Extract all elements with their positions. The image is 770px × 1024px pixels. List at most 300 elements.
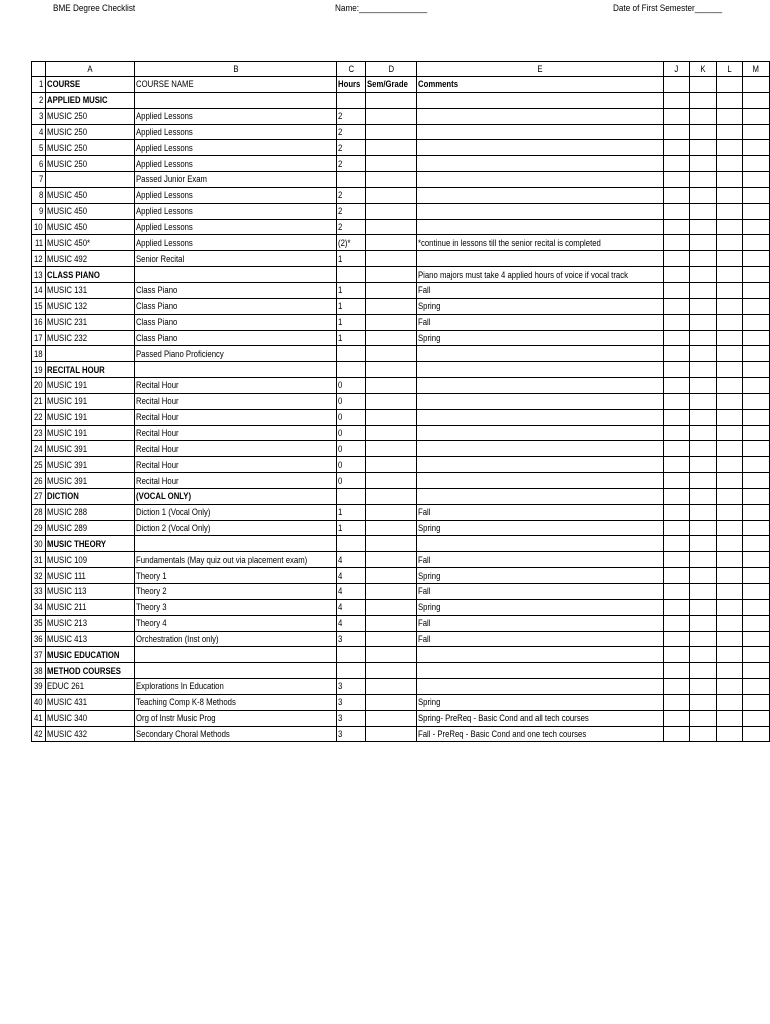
comments-cell[interactable] <box>416 378 663 394</box>
column-header-l[interactable] <box>716 62 742 77</box>
empty-cell-m[interactable] <box>742 172 769 188</box>
row-number[interactable] <box>32 251 46 267</box>
row-number[interactable] <box>32 203 46 219</box>
hours-cell[interactable] <box>337 362 366 378</box>
comments-cell[interactable] <box>416 219 663 235</box>
empty-cell-j[interactable] <box>664 108 690 124</box>
empty-cell-j[interactable] <box>664 378 690 394</box>
empty-cell-k[interactable] <box>690 362 717 378</box>
course-name-cell[interactable] <box>135 156 337 172</box>
empty-cell-m[interactable] <box>742 647 769 663</box>
course-cell[interactable] <box>46 298 135 314</box>
empty-cell-l[interactable] <box>716 393 742 409</box>
sem-grade-cell[interactable] <box>366 457 417 473</box>
comments-cell[interactable] <box>416 346 663 362</box>
course-cell[interactable] <box>46 172 135 188</box>
empty-cell-l[interactable] <box>716 330 742 346</box>
comments-cell[interactable] <box>416 251 663 267</box>
comments-cell[interactable] <box>416 552 663 568</box>
course-name-cell[interactable] <box>135 314 337 330</box>
empty-cell-j[interactable] <box>664 172 690 188</box>
empty-cell-k[interactable] <box>690 647 717 663</box>
course-name-cell[interactable] <box>135 187 337 203</box>
empty-cell-j[interactable] <box>664 615 690 631</box>
row-number[interactable] <box>32 520 46 536</box>
row-number[interactable] <box>32 140 46 156</box>
sem-grade-cell[interactable] <box>366 710 417 726</box>
empty-cell-l[interactable] <box>716 504 742 520</box>
sem-grade-cell[interactable] <box>366 251 417 267</box>
hours-cell[interactable] <box>337 251 366 267</box>
empty-cell-l[interactable] <box>716 172 742 188</box>
hours-cell[interactable] <box>337 520 366 536</box>
comments-cell[interactable] <box>416 473 663 489</box>
empty-cell-k[interactable] <box>690 679 717 695</box>
course-cell[interactable] <box>46 631 135 647</box>
course-cell[interactable] <box>46 77 135 93</box>
empty-cell-j[interactable] <box>664 409 690 425</box>
empty-cell-l[interactable] <box>716 584 742 600</box>
row-number[interactable] <box>32 726 46 742</box>
empty-cell-j[interactable] <box>664 663 690 679</box>
sem-grade-cell[interactable] <box>366 172 417 188</box>
empty-cell-j[interactable] <box>664 298 690 314</box>
comments-cell[interactable] <box>416 536 663 552</box>
hours-cell[interactable] <box>337 219 366 235</box>
comments-cell[interactable] <box>416 409 663 425</box>
comments-cell[interactable] <box>416 156 663 172</box>
empty-cell-k[interactable] <box>690 378 717 394</box>
hours-cell[interactable] <box>337 235 366 251</box>
empty-cell-j[interactable] <box>664 584 690 600</box>
hours-cell[interactable] <box>337 473 366 489</box>
empty-cell-j[interactable] <box>664 536 690 552</box>
empty-cell-m[interactable] <box>742 679 769 695</box>
hours-cell[interactable] <box>337 314 366 330</box>
course-cell[interactable] <box>46 488 135 504</box>
course-cell[interactable] <box>46 156 135 172</box>
empty-cell-l[interactable] <box>716 568 742 584</box>
empty-cell-j[interactable] <box>664 504 690 520</box>
empty-cell-m[interactable] <box>742 441 769 457</box>
empty-cell-m[interactable] <box>742 346 769 362</box>
empty-cell-j[interactable] <box>664 219 690 235</box>
comments-cell[interactable] <box>416 362 663 378</box>
row-number[interactable] <box>32 599 46 615</box>
empty-cell-k[interactable] <box>690 520 717 536</box>
empty-cell-k[interactable] <box>690 599 717 615</box>
empty-cell-m[interactable] <box>742 425 769 441</box>
empty-cell-j[interactable] <box>664 346 690 362</box>
empty-cell-k[interactable] <box>690 694 717 710</box>
course-name-cell[interactable] <box>135 298 337 314</box>
course-name-cell[interactable] <box>135 552 337 568</box>
comments-cell[interactable] <box>416 504 663 520</box>
empty-cell-l[interactable] <box>716 726 742 742</box>
empty-cell-m[interactable] <box>742 77 769 93</box>
comments-cell[interactable] <box>416 92 663 108</box>
empty-cell-j[interactable] <box>664 520 690 536</box>
sem-grade-cell[interactable] <box>366 330 417 346</box>
sem-grade-cell[interactable] <box>366 520 417 536</box>
empty-cell-k[interactable] <box>690 298 717 314</box>
empty-cell-k[interactable] <box>690 235 717 251</box>
empty-cell-k[interactable] <box>690 140 717 156</box>
comments-cell[interactable] <box>416 282 663 298</box>
empty-cell-j[interactable] <box>664 235 690 251</box>
empty-cell-l[interactable] <box>716 108 742 124</box>
course-cell[interactable] <box>46 726 135 742</box>
empty-cell-j[interactable] <box>664 647 690 663</box>
empty-cell-m[interactable] <box>742 140 769 156</box>
sem-grade-cell[interactable] <box>366 409 417 425</box>
sem-grade-cell[interactable] <box>366 346 417 362</box>
course-cell[interactable] <box>46 140 135 156</box>
empty-cell-l[interactable] <box>716 346 742 362</box>
course-name-cell[interactable] <box>135 409 337 425</box>
empty-cell-l[interactable] <box>716 441 742 457</box>
empty-cell-m[interactable] <box>742 584 769 600</box>
course-name-cell[interactable] <box>135 726 337 742</box>
empty-cell-m[interactable] <box>742 314 769 330</box>
empty-cell-l[interactable] <box>716 140 742 156</box>
sem-grade-cell[interactable] <box>366 584 417 600</box>
row-number[interactable] <box>32 615 46 631</box>
sem-grade-cell[interactable] <box>366 362 417 378</box>
course-cell[interactable] <box>46 267 135 283</box>
row-number[interactable] <box>32 457 46 473</box>
hours-cell[interactable] <box>337 77 366 93</box>
hours-cell[interactable] <box>337 726 366 742</box>
empty-cell-l[interactable] <box>716 314 742 330</box>
course-cell[interactable] <box>46 441 135 457</box>
comments-cell[interactable] <box>416 425 663 441</box>
course-name-cell[interactable] <box>135 710 337 726</box>
empty-cell-j[interactable] <box>664 267 690 283</box>
comments-cell[interactable] <box>416 694 663 710</box>
empty-cell-k[interactable] <box>690 631 717 647</box>
row-number[interactable] <box>32 378 46 394</box>
empty-cell-m[interactable] <box>742 92 769 108</box>
comments-cell[interactable] <box>416 726 663 742</box>
empty-cell-m[interactable] <box>742 536 769 552</box>
course-name-cell[interactable] <box>135 599 337 615</box>
course-cell[interactable] <box>46 362 135 378</box>
column-header-b[interactable] <box>135 62 337 77</box>
comments-cell[interactable] <box>416 77 663 93</box>
sem-grade-cell[interactable] <box>366 599 417 615</box>
course-name-cell[interactable] <box>135 568 337 584</box>
empty-cell-m[interactable] <box>742 393 769 409</box>
empty-cell-l[interactable] <box>716 77 742 93</box>
empty-cell-j[interactable] <box>664 568 690 584</box>
course-cell[interactable] <box>46 710 135 726</box>
empty-cell-m[interactable] <box>742 187 769 203</box>
sem-grade-cell[interactable] <box>366 393 417 409</box>
empty-cell-k[interactable] <box>690 77 717 93</box>
course-name-cell[interactable] <box>135 140 337 156</box>
empty-cell-m[interactable] <box>742 631 769 647</box>
hours-cell[interactable] <box>337 679 366 695</box>
empty-cell-l[interactable] <box>716 203 742 219</box>
course-name-cell[interactable] <box>135 346 337 362</box>
empty-cell-k[interactable] <box>690 282 717 298</box>
sem-grade-cell[interactable] <box>366 140 417 156</box>
course-name-cell[interactable] <box>135 378 337 394</box>
comments-cell[interactable] <box>416 124 663 140</box>
sem-grade-cell[interactable] <box>366 663 417 679</box>
sem-grade-cell[interactable] <box>366 314 417 330</box>
hours-cell[interactable] <box>337 108 366 124</box>
empty-cell-m[interactable] <box>742 108 769 124</box>
course-name-cell[interactable] <box>135 251 337 267</box>
course-cell[interactable] <box>46 378 135 394</box>
empty-cell-l[interactable] <box>716 124 742 140</box>
empty-cell-m[interactable] <box>742 235 769 251</box>
empty-cell-l[interactable] <box>716 267 742 283</box>
course-name-cell[interactable] <box>135 488 337 504</box>
comments-cell[interactable] <box>416 631 663 647</box>
course-name-cell[interactable] <box>135 457 337 473</box>
empty-cell-k[interactable] <box>690 346 717 362</box>
hours-cell[interactable] <box>337 378 366 394</box>
course-cell[interactable] <box>46 679 135 695</box>
empty-cell-k[interactable] <box>690 108 717 124</box>
course-cell[interactable] <box>46 584 135 600</box>
course-cell[interactable] <box>46 346 135 362</box>
hours-cell[interactable] <box>337 393 366 409</box>
row-number[interactable] <box>32 346 46 362</box>
row-number[interactable] <box>32 92 46 108</box>
empty-cell-l[interactable] <box>716 694 742 710</box>
comments-cell[interactable] <box>416 615 663 631</box>
empty-cell-l[interactable] <box>716 219 742 235</box>
course-cell[interactable] <box>46 425 135 441</box>
column-header-j[interactable] <box>664 62 690 77</box>
comments-cell[interactable] <box>416 203 663 219</box>
hours-cell[interactable] <box>337 631 366 647</box>
course-cell[interactable] <box>46 203 135 219</box>
hours-cell[interactable] <box>337 488 366 504</box>
row-number[interactable] <box>32 488 46 504</box>
empty-cell-j[interactable] <box>664 251 690 267</box>
sem-grade-cell[interactable] <box>366 92 417 108</box>
course-name-cell[interactable] <box>135 108 337 124</box>
hours-cell[interactable] <box>337 536 366 552</box>
empty-cell-j[interactable] <box>664 203 690 219</box>
empty-cell-l[interactable] <box>716 663 742 679</box>
empty-cell-l[interactable] <box>716 251 742 267</box>
sem-grade-cell[interactable] <box>366 219 417 235</box>
course-name-cell[interactable] <box>135 679 337 695</box>
row-number[interactable] <box>32 282 46 298</box>
sem-grade-cell[interactable] <box>366 631 417 647</box>
empty-cell-k[interactable] <box>690 568 717 584</box>
empty-cell-k[interactable] <box>690 615 717 631</box>
row-number[interactable] <box>32 552 46 568</box>
empty-cell-m[interactable] <box>742 663 769 679</box>
empty-cell-j[interactable] <box>664 631 690 647</box>
course-name-cell[interactable] <box>135 235 337 251</box>
empty-cell-m[interactable] <box>742 219 769 235</box>
comments-cell[interactable] <box>416 599 663 615</box>
course-name-cell[interactable] <box>135 425 337 441</box>
comments-cell[interactable] <box>416 520 663 536</box>
empty-cell-j[interactable] <box>664 362 690 378</box>
course-cell[interactable] <box>46 235 135 251</box>
hours-cell[interactable] <box>337 140 366 156</box>
course-cell[interactable] <box>46 409 135 425</box>
empty-cell-m[interactable] <box>742 504 769 520</box>
comments-cell[interactable] <box>416 393 663 409</box>
empty-cell-m[interactable] <box>742 457 769 473</box>
empty-cell-j[interactable] <box>664 552 690 568</box>
comments-cell[interactable] <box>416 235 663 251</box>
sem-grade-cell[interactable] <box>366 473 417 489</box>
comments-cell[interactable] <box>416 568 663 584</box>
row-number[interactable] <box>32 172 46 188</box>
empty-cell-l[interactable] <box>716 679 742 695</box>
course-name-cell[interactable] <box>135 393 337 409</box>
empty-cell-m[interactable] <box>742 552 769 568</box>
course-cell[interactable] <box>46 314 135 330</box>
hours-cell[interactable] <box>337 584 366 600</box>
hours-cell[interactable] <box>337 457 366 473</box>
empty-cell-j[interactable] <box>664 441 690 457</box>
comments-cell[interactable] <box>416 584 663 600</box>
empty-cell-j[interactable] <box>664 92 690 108</box>
empty-cell-k[interactable] <box>690 124 717 140</box>
comments-cell[interactable] <box>416 267 663 283</box>
course-cell[interactable] <box>46 187 135 203</box>
row-number[interactable] <box>32 568 46 584</box>
course-name-cell[interactable] <box>135 330 337 346</box>
column-header-a[interactable] <box>46 62 135 77</box>
empty-cell-k[interactable] <box>690 536 717 552</box>
row-number[interactable] <box>32 219 46 235</box>
comments-cell[interactable] <box>416 457 663 473</box>
empty-cell-k[interactable] <box>690 425 717 441</box>
row-number[interactable] <box>32 393 46 409</box>
empty-cell-k[interactable] <box>690 409 717 425</box>
empty-cell-l[interactable] <box>716 473 742 489</box>
hours-cell[interactable] <box>337 124 366 140</box>
course-cell[interactable] <box>46 251 135 267</box>
empty-cell-m[interactable] <box>742 267 769 283</box>
empty-cell-m[interactable] <box>742 378 769 394</box>
comments-cell[interactable] <box>416 710 663 726</box>
comments-cell[interactable] <box>416 140 663 156</box>
empty-cell-m[interactable] <box>742 409 769 425</box>
sem-grade-cell[interactable] <box>366 615 417 631</box>
empty-cell-j[interactable] <box>664 282 690 298</box>
course-name-cell[interactable] <box>135 615 337 631</box>
row-number[interactable] <box>32 267 46 283</box>
empty-cell-m[interactable] <box>742 330 769 346</box>
course-cell[interactable] <box>46 615 135 631</box>
row-number[interactable] <box>32 330 46 346</box>
empty-cell-k[interactable] <box>690 441 717 457</box>
row-number[interactable] <box>32 647 46 663</box>
sem-grade-cell[interactable] <box>366 568 417 584</box>
course-cell[interactable] <box>46 552 135 568</box>
empty-cell-k[interactable] <box>690 552 717 568</box>
course-name-cell[interactable] <box>135 504 337 520</box>
hours-cell[interactable] <box>337 552 366 568</box>
row-number[interactable] <box>32 298 46 314</box>
empty-cell-m[interactable] <box>742 473 769 489</box>
course-cell[interactable] <box>46 393 135 409</box>
comments-cell[interactable] <box>416 298 663 314</box>
hours-cell[interactable] <box>337 599 366 615</box>
empty-cell-l[interactable] <box>716 378 742 394</box>
empty-cell-l[interactable] <box>716 631 742 647</box>
empty-cell-m[interactable] <box>742 298 769 314</box>
course-name-cell[interactable] <box>135 282 337 298</box>
hours-cell[interactable] <box>337 568 366 584</box>
comments-cell[interactable] <box>416 314 663 330</box>
empty-cell-j[interactable] <box>664 77 690 93</box>
hours-cell[interactable] <box>337 425 366 441</box>
course-name-cell[interactable] <box>135 584 337 600</box>
course-cell[interactable] <box>46 124 135 140</box>
row-number[interactable] <box>32 362 46 378</box>
sem-grade-cell[interactable] <box>366 726 417 742</box>
comments-cell[interactable] <box>416 108 663 124</box>
row-number[interactable] <box>32 235 46 251</box>
empty-cell-m[interactable] <box>742 251 769 267</box>
empty-cell-k[interactable] <box>690 314 717 330</box>
row-number[interactable] <box>32 314 46 330</box>
course-name-cell[interactable] <box>135 92 337 108</box>
empty-cell-k[interactable] <box>690 504 717 520</box>
empty-cell-j[interactable] <box>664 124 690 140</box>
empty-cell-m[interactable] <box>742 362 769 378</box>
course-cell[interactable] <box>46 108 135 124</box>
empty-cell-k[interactable] <box>690 726 717 742</box>
hours-cell[interactable] <box>337 172 366 188</box>
sem-grade-cell[interactable] <box>366 298 417 314</box>
row-number[interactable] <box>32 663 46 679</box>
course-cell[interactable] <box>46 663 135 679</box>
hours-cell[interactable] <box>337 710 366 726</box>
empty-cell-j[interactable] <box>664 393 690 409</box>
empty-cell-j[interactable] <box>664 457 690 473</box>
empty-cell-j[interactable] <box>664 488 690 504</box>
empty-cell-j[interactable] <box>664 599 690 615</box>
course-name-cell[interactable] <box>135 536 337 552</box>
course-name-cell[interactable] <box>135 694 337 710</box>
empty-cell-l[interactable] <box>716 187 742 203</box>
row-number[interactable] <box>32 441 46 457</box>
course-name-cell[interactable] <box>135 362 337 378</box>
empty-cell-j[interactable] <box>664 694 690 710</box>
empty-cell-k[interactable] <box>690 187 717 203</box>
empty-cell-l[interactable] <box>716 156 742 172</box>
empty-cell-j[interactable] <box>664 314 690 330</box>
hours-cell[interactable] <box>337 441 366 457</box>
empty-cell-m[interactable] <box>742 203 769 219</box>
comments-cell[interactable] <box>416 172 663 188</box>
empty-cell-l[interactable] <box>716 599 742 615</box>
empty-cell-m[interactable] <box>742 282 769 298</box>
empty-cell-k[interactable] <box>690 219 717 235</box>
sem-grade-cell[interactable] <box>366 235 417 251</box>
hours-cell[interactable] <box>337 663 366 679</box>
sem-grade-cell[interactable] <box>366 647 417 663</box>
sem-grade-cell[interactable] <box>366 187 417 203</box>
hours-cell[interactable] <box>337 409 366 425</box>
